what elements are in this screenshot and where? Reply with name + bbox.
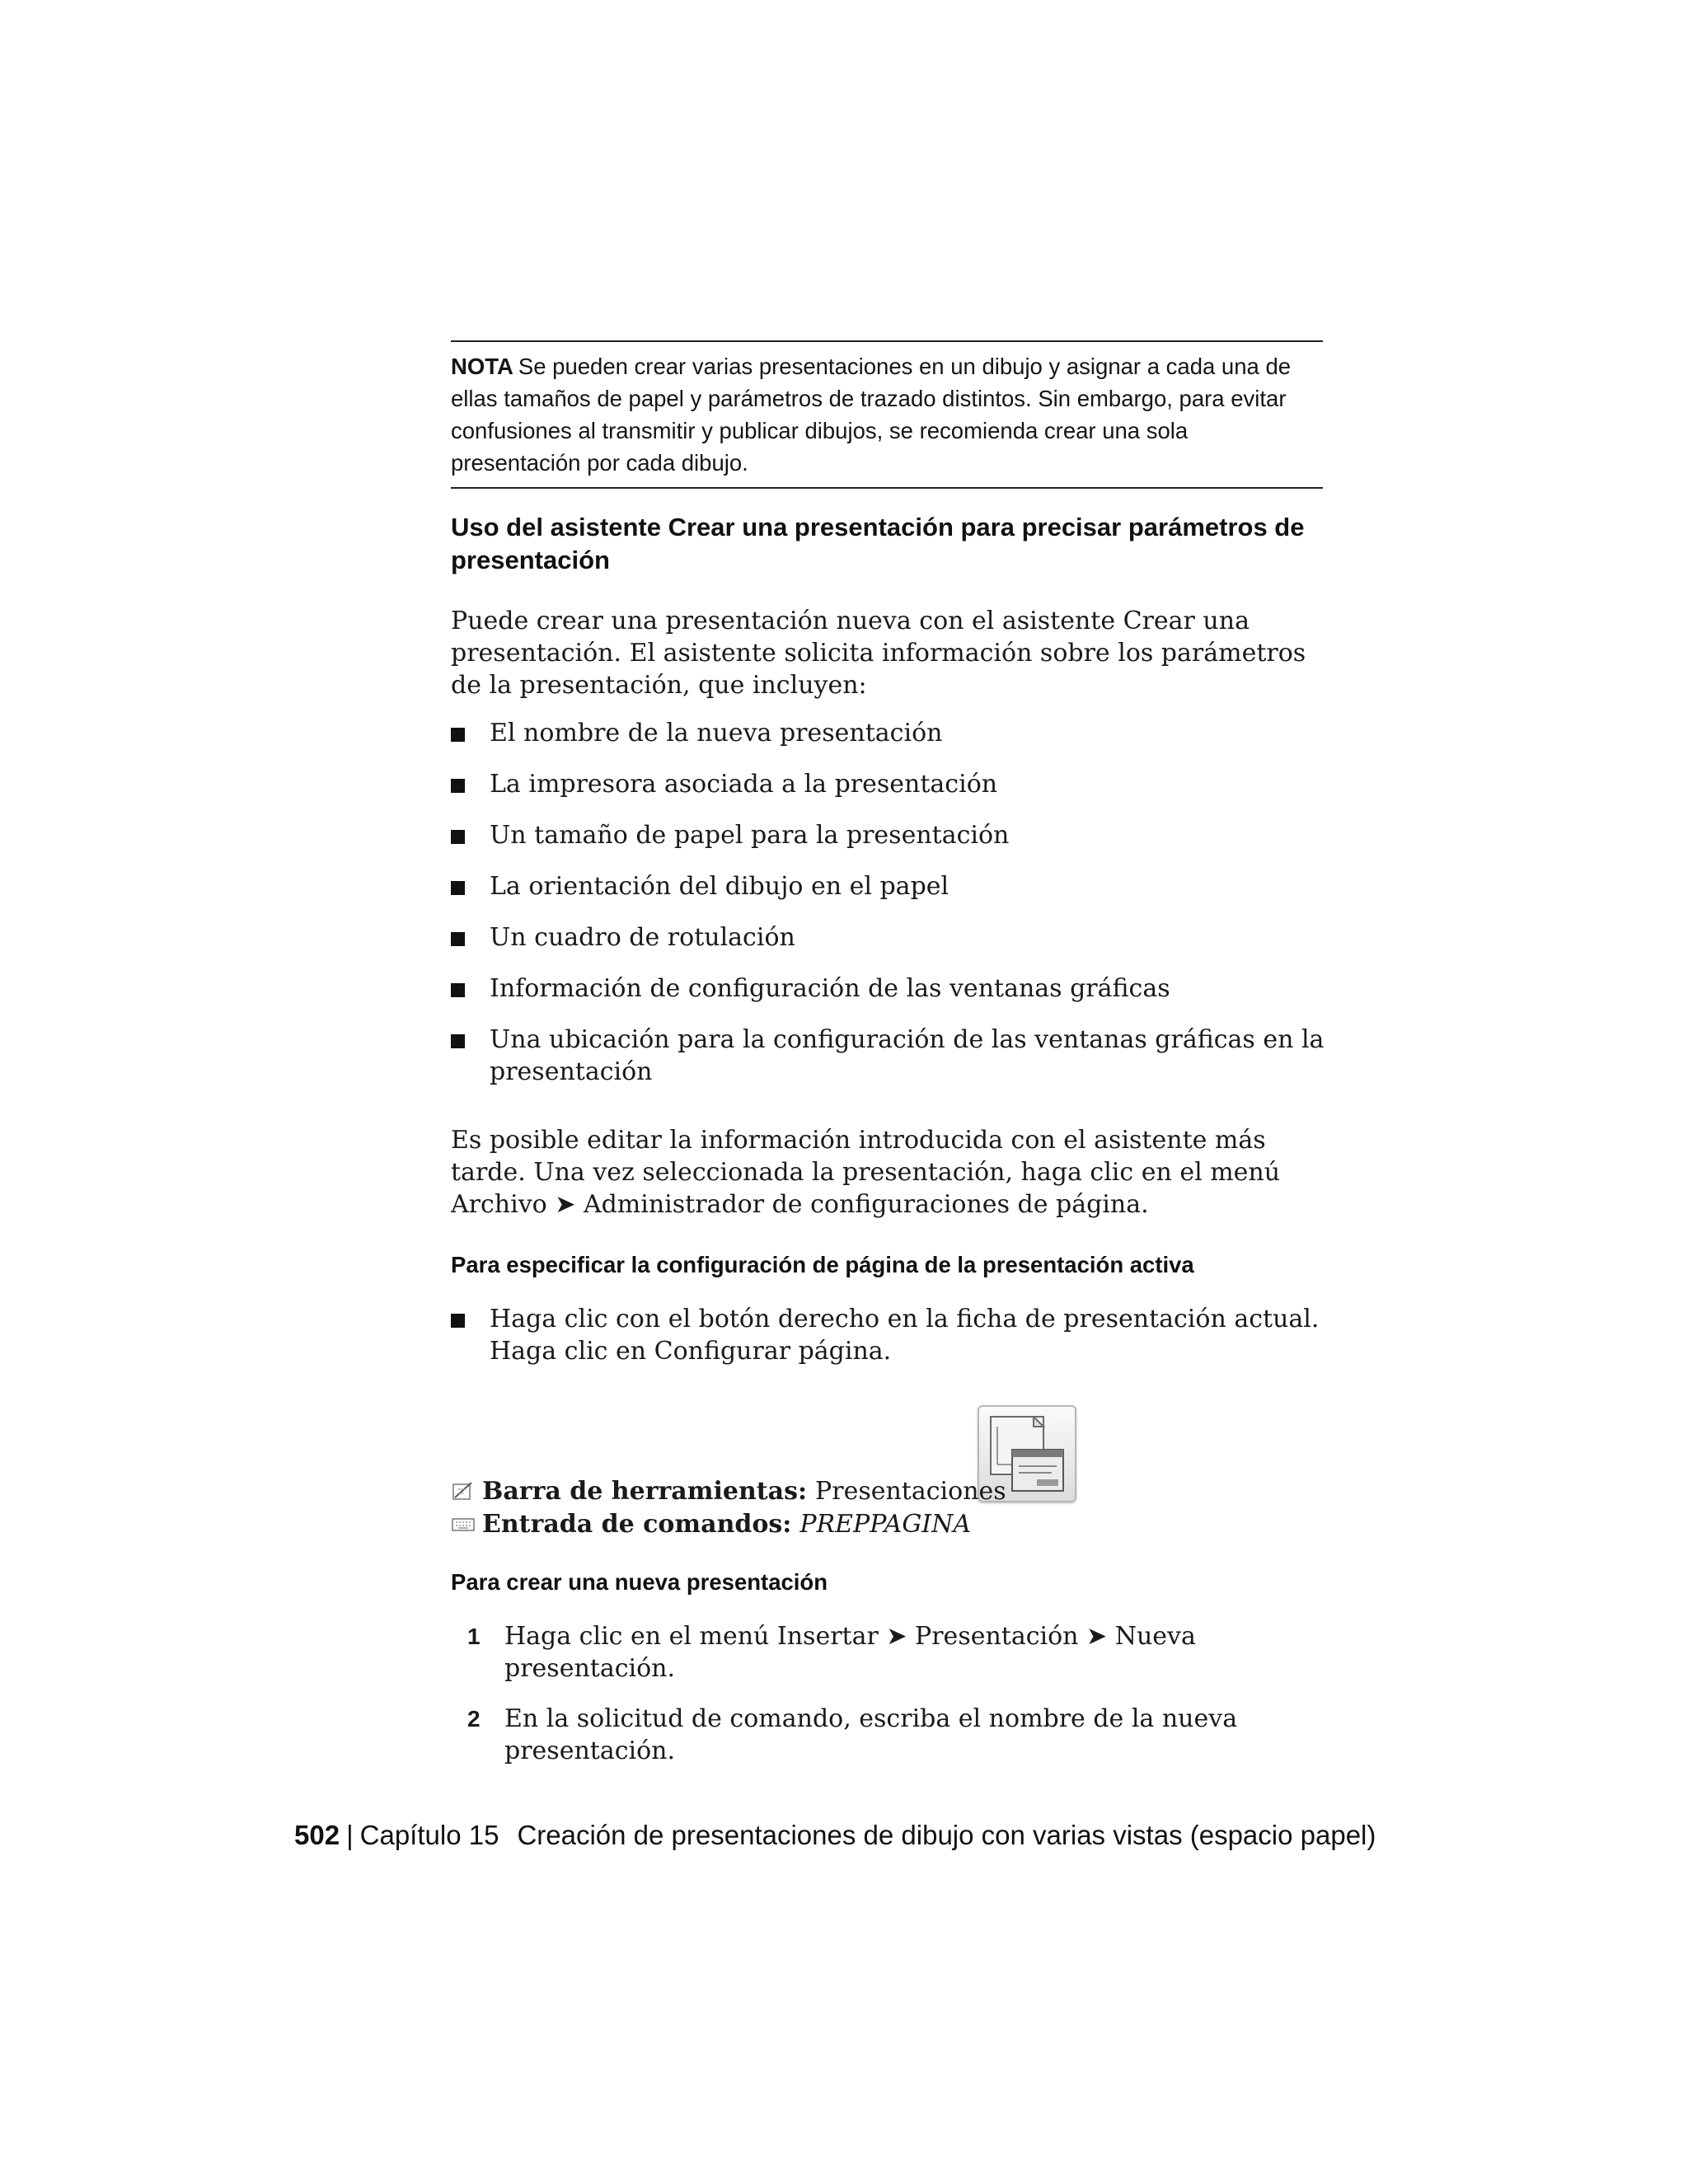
- section-title: Uso del asistente Crear una presentación para precisar parámetros de presentación: [451, 513, 1305, 574]
- toolbar-value: Presentaciones: [815, 1477, 1006, 1506]
- list-item: [451, 921, 1341, 954]
- list-item: [451, 972, 1341, 1005]
- chapter-title: Creación de presentaciones de dibujo con varias vistas (espacio papel): [517, 1820, 1376, 1850]
- step-item: [467, 1620, 1357, 1685]
- command-label: Entrada de comandos:: [482, 1510, 792, 1539]
- step-number: 2: [467, 1706, 481, 1732]
- page-footer: [294, 1817, 1448, 1854]
- command-value: PREPPAGINA: [799, 1510, 972, 1539]
- command-access-line: [451, 1508, 1333, 1541]
- toolbar-access-line: [451, 1475, 1333, 1508]
- list-item-text: El nombre de la nueva presentación: [490, 719, 943, 748]
- list-item: [451, 717, 1341, 749]
- bullet-square-icon: [451, 983, 465, 997]
- bullet-square-icon: [451, 779, 465, 793]
- procedure-bullet-text: Haga clic con el botón derecho en la ficha de presentación actual. Haga clic en Configurar página.: [490, 1305, 1320, 1366]
- bullet-square-icon: [451, 932, 465, 946]
- procedure-bullet: [451, 1303, 1341, 1367]
- step-text: En la solicitud de comando, escriba el nombre de la nueva presentación.: [504, 1704, 1238, 1765]
- note-label: NOTA: [451, 354, 513, 379]
- chapter-label: Capítulo 15: [359, 1820, 499, 1850]
- list-item: [451, 870, 1341, 902]
- list-item-text: Un cuadro de rotulación: [490, 923, 795, 952]
- intro-paragraph: Puede crear una presentación nueva con el asistente Crear una presentación. El asistente solicita información sobre los parámetros de la presentación, que incluyen:: [451, 607, 1306, 700]
- bullet-square-icon: [451, 1314, 465, 1328]
- bullet-square-icon: [451, 728, 465, 742]
- after-list-paragraph: Es posible editar la información introducida con el asistente más tarde. Una vez seleccionada la presentación, haga clic en el menú Archivo ➤ Administrador de configuraciones de página.: [451, 1126, 1281, 1219]
- keyboard-icon: [451, 1512, 476, 1537]
- bullet-square-icon: [451, 881, 465, 895]
- steps-list: [467, 1620, 1357, 1785]
- list-item-text: Información de configuración de las ventanas gráficas: [490, 974, 1170, 1003]
- note-box: [451, 340, 1323, 489]
- toolbar-icon: [451, 1479, 476, 1504]
- list-item-text: Un tamaño de papel para la presentación: [490, 821, 1010, 850]
- toolbar-label: Barra de herramientas:: [482, 1477, 808, 1506]
- list-item: [451, 1024, 1341, 1088]
- parameter-list: [451, 717, 1341, 1107]
- step-text: Haga clic en el menú Insertar ➤ Presentación ➤ Nueva presentación.: [504, 1622, 1196, 1683]
- list-item-text: La orientación del dibujo en el papel: [490, 872, 950, 901]
- footer-separator: |: [346, 1820, 354, 1850]
- note-text: Se pueden crear varias presentaciones en un dibujo y asignar a cada una de ellas tamaños de papel y parámetros de trazado distintos. Sin embargo, para evitar confusiones al transmitir y publicar dibujos, se recomienda crear una sola presentación por cada dibujo.: [451, 354, 1292, 476]
- list-item-text: Una ubicación para la configuración de las ventanas gráficas en la presentación: [490, 1025, 1325, 1086]
- step-item: [467, 1703, 1357, 1767]
- procedure-heading-new-layout: Para crear una nueva presentación: [451, 1569, 828, 1595]
- list-item-text: La impresora asociada a la presentación: [490, 770, 998, 799]
- bullet-square-icon: [451, 1034, 465, 1048]
- page-number: 502: [294, 1820, 340, 1850]
- step-number: 1: [467, 1624, 481, 1649]
- bullet-square-icon: [451, 830, 465, 844]
- list-item: [451, 768, 1341, 800]
- procedure-heading-page-setup: Para especificar la configuración de página de la presentación activa: [451, 1252, 1194, 1277]
- list-item: [451, 819, 1341, 851]
